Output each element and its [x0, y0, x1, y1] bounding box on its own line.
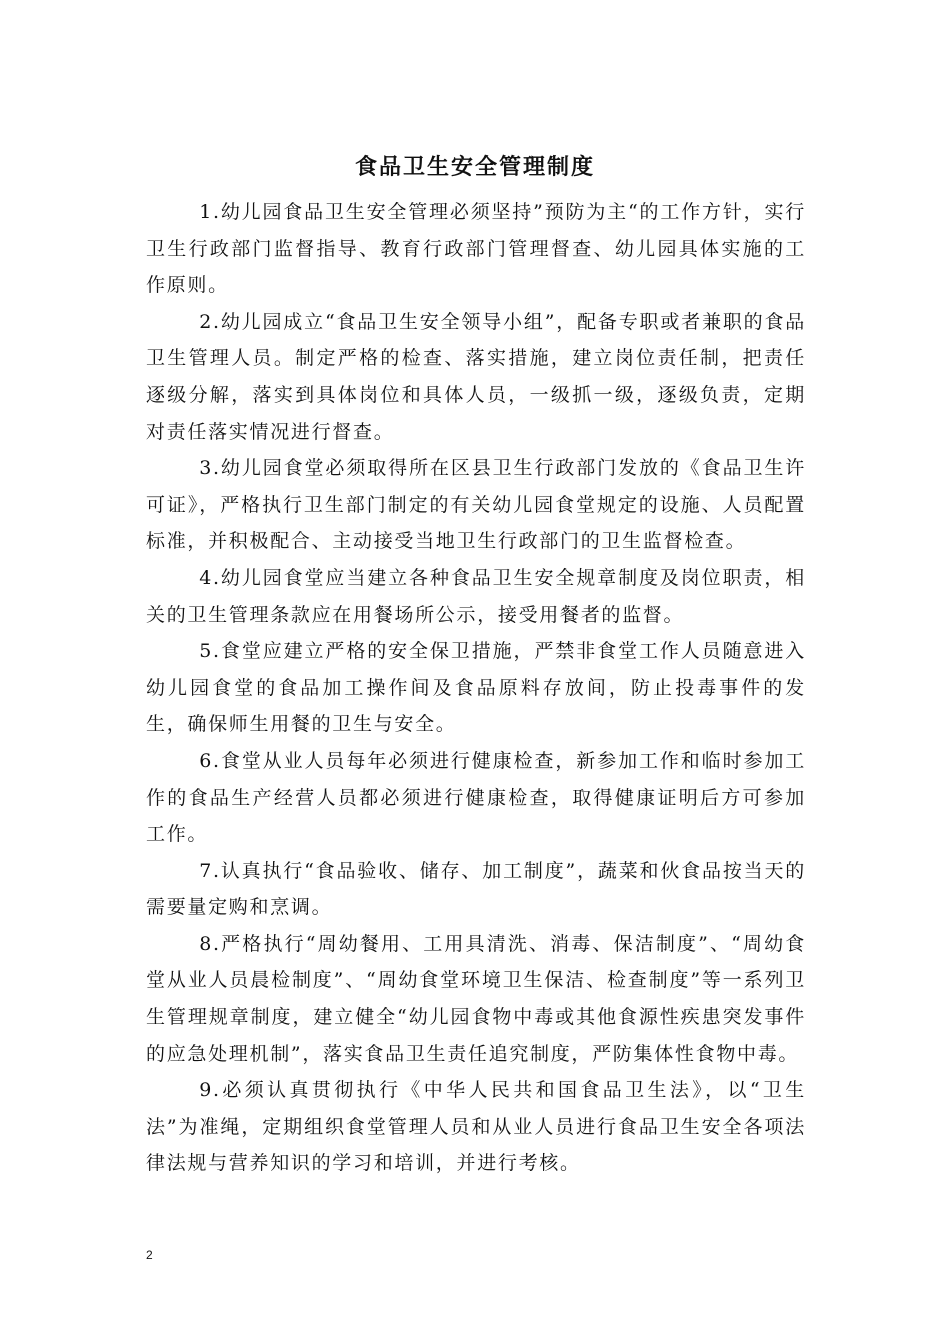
paragraph-7: 7.认真执行“食品验收、储存、加工制度”，蔬菜和伙食品按当天的需要量定购和烹调。 [146, 859, 806, 919]
paragraph-4: 4.幼儿园食堂应当建立各种食品卫生安全规章制度及岗位职责，相关的卫生管理条款应在用餐场所公示，接受用餐者的监督。 [146, 566, 806, 626]
page-number: 2 [146, 1248, 153, 1262]
document-body [146, 194, 806, 1182]
paragraph-5: 5.食堂应建立严格的安全保卫措施，严禁非食堂工作人员随意进入幼儿园食堂的食品加工操作间及食品原料存放间，防止投毒事件的发生，确保师生用餐的卫生与安全。 [146, 640, 806, 736]
document-title: 食品卫生安全管理制度 [354, 154, 595, 180]
paragraph-3: 3.幼儿园食堂必须取得所在区县卫生行政部门发放的《食品卫生许可证》，严格执行卫生部门制定的有关幼儿园食堂规定的设施、人员配置标准，并积极配合、主动接受当地卫生行政部门的卫生监督检查。 [146, 457, 806, 553]
paragraph-8: 8.严格执行“周幼餐用、工用具清洗、消毒、保洁制度”、“周幼食堂从业人员晨检制度”、“周幼食堂环境卫生保洁、检查制度”等一系列卫生管理规章制度，建立健全“幼儿园食物中毒或其他食源性疾患突发事件的应急处理机制”，落实食品卫生责任追究制度，严防集体性食物中毒。 [146, 932, 806, 1065]
paragraph-6: 6.食堂从业人员每年必须进行健康检查，新参加工作和临时参加工作的食品生产经营人员都必须进行健康检查，取得健康证明后方可参加工作。 [146, 749, 806, 846]
paragraph-2: 2.幼儿园成立“食品卫生安全领导小组”，配备专职或者兼职的食品卫生管理人员。制定严格的检查、落实措施，建立岗位责任制，把责任逐级分解，落实到具体岗位和具体人员，一级抓一级，逐级负责，定期对责任落实情况进行督查。 [146, 310, 806, 443]
paragraph-9: 9.必须认真贯彻执行《中华人民共和国食品卫生法》，以“卫生法”为准绳，定期组织食堂管理人员和从业人员进行食品卫生安全各项法律法规与营养知识的学习和培训，并进行考核。 [146, 1079, 806, 1175]
paragraph-1: 1.幼儿园食品卫生安全管理必须坚持”预防为主“的工作方针，实行卫生行政部门监督指导、教育行政部门管理督查、幼儿园具体实施的工作原则。 [146, 201, 806, 297]
